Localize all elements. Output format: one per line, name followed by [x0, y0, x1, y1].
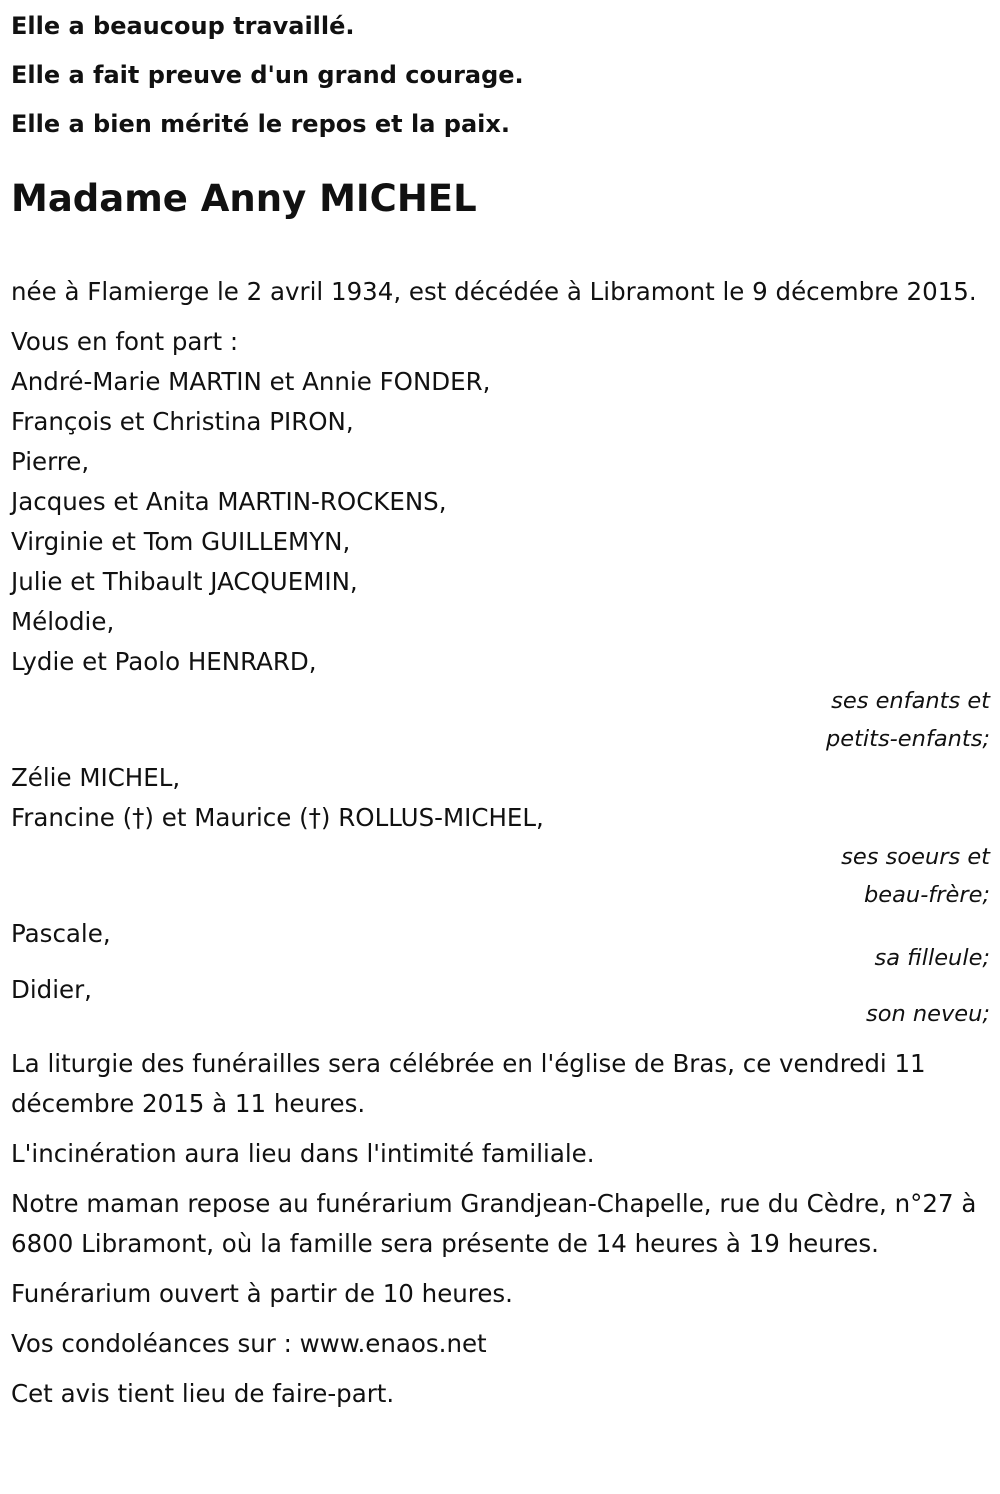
family-member: Lydie et Paolo HENRARD,: [11, 647, 317, 676]
family-member: François et Christina PIRON,: [11, 407, 354, 436]
cremation-info: L'incinération aura lieu dans l'intimité familiale.: [11, 1139, 595, 1168]
epigraph: [11, 0, 990, 149]
family-group-siblings: [11, 758, 990, 914]
family-group-children: [11, 362, 990, 758]
epigraph-line: Elle a fait preuve d'un grand courage.: [11, 61, 524, 89]
family-member: André-Marie MARTIN et Annie FONDER,: [11, 367, 491, 396]
family-member: Francine (†) et Maurice (†) ROLLUS-MICHEL,: [11, 803, 544, 832]
epigraph-line: Elle a bien mérité le repos et la paix.: [11, 110, 510, 138]
birth-death-statement: née à Flamierge le 2 avril 1934, est décédée à Libramont le 9 décembre 2015.: [11, 277, 977, 306]
family-member: Julie et Thibault JACQUEMIN,: [11, 567, 358, 596]
family-member: Pierre,: [11, 447, 90, 476]
family-member: Didier,: [11, 975, 92, 1004]
family-member: Virginie et Tom GUILLEMYN,: [11, 527, 351, 556]
family-role: ses soeurs et: [841, 844, 990, 870]
family-member: Jacques et Anita MARTIN-ROCKENS,: [11, 487, 447, 516]
deceased-name: Madame Anny MICHEL: [11, 177, 477, 220]
funeral-home-info: Notre maman repose au funérarium Grandjean-Chapelle, rue du Cèdre, n°27 à 6800 Libramont, où la famille sera présente de 14 heures à 19 heures.: [11, 1189, 977, 1258]
family-member: Mélodie,: [11, 607, 115, 636]
family-role: beau-frère;: [864, 882, 990, 908]
family-role: sa filleule;: [874, 945, 990, 971]
epigraph-line: Elle a beaucoup travaillé.: [11, 12, 355, 40]
family-role: petits-enfants;: [825, 726, 990, 752]
family-group-nephew: [11, 970, 990, 1034]
family-member: Pascale,: [11, 919, 111, 948]
notice-disclaimer: Cet avis tient lieu de faire-part.: [11, 1379, 395, 1408]
family-group-goddaughter: [11, 914, 990, 978]
family-role: son neveu;: [865, 1001, 990, 1027]
funeral-home-hours: Funérarium ouvert à partir de 10 heures.: [11, 1279, 513, 1308]
family-role: ses enfants et: [831, 688, 990, 714]
announce-intro: Vous en font part :: [11, 327, 239, 356]
notice-body: [11, 272, 990, 1414]
condolences-info: Vos condoléances sur : www.enaos.net: [11, 1329, 487, 1358]
funeral-service-info: La liturgie des funérailles sera célébrée en l'église de Bras, ce vendredi 11 décembre 2015 à 11 heures.: [11, 1049, 926, 1118]
family-member: Zélie MICHEL,: [11, 763, 181, 792]
